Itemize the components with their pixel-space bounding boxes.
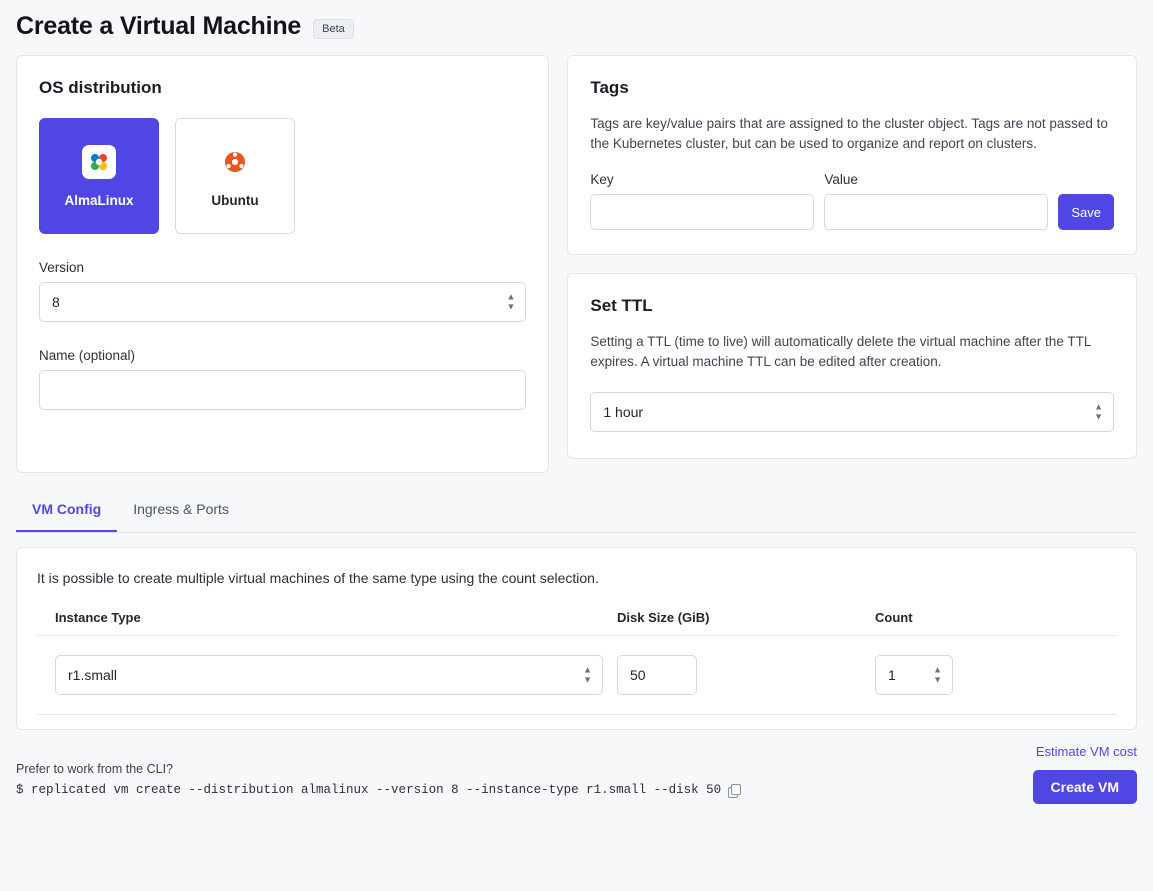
tags-description: Tags are key/value pairs that are assigned to the cluster object. Tags are not passed to the Kubernetes cluster, but can be used to organize and report on clusters.: [590, 116, 1108, 151]
ttl-card: [567, 273, 1137, 459]
tags-keyvalue-row: [590, 172, 1114, 230]
footer: [16, 744, 1137, 816]
version-label: Version: [39, 260, 85, 275]
cli-command-box: [16, 783, 741, 797]
vm-config-note: It is possible to create multiple virtual machines of the same type using the count selection.: [37, 570, 599, 586]
os-tile-label: Ubuntu: [211, 192, 259, 208]
ubuntu-icon: [218, 145, 252, 179]
tags-value-input[interactable]: [824, 194, 1048, 230]
page-title: Create a Virtual Machine: [16, 12, 302, 40]
create-vm-button[interactable]: Create VM: [1033, 770, 1137, 804]
column-header-disk-size: Disk Size (GiB): [617, 610, 710, 625]
vm-config-card: [16, 547, 1137, 730]
version-field: [39, 260, 526, 322]
tab-vm-config[interactable]: VM Config: [16, 489, 117, 532]
name-label: Name (optional): [39, 348, 136, 363]
tab-ingress-ports[interactable]: Ingress & Ports: [133, 501, 229, 517]
os-distribution-column: [16, 55, 549, 473]
instance-type-select[interactable]: r1.small: [55, 655, 603, 695]
instance-type-select-wrap: [55, 655, 603, 695]
chevron-updown-icon: ▲ ▼: [933, 664, 942, 685]
count-stepper[interactable]: 1: [875, 655, 953, 695]
tags-value-label: Value: [824, 172, 858, 187]
tags-save-button[interactable]: Save: [1058, 194, 1114, 230]
ttl-select-wrap: [590, 392, 1114, 432]
version-select-wrap: [39, 282, 526, 322]
tab-bar: [16, 489, 1137, 533]
chevron-updown-icon: ▲ ▼: [506, 291, 516, 312]
os-tile-ubuntu[interactable]: [175, 118, 295, 234]
right-column: [567, 55, 1137, 459]
count-cell: [875, 655, 1116, 695]
column-header-count: Count: [875, 610, 913, 625]
ttl-title: Set TTL: [590, 296, 653, 315]
os-distribution-card: [16, 55, 549, 473]
tags-value-field: [824, 172, 1048, 230]
tags-key-field: [590, 172, 814, 230]
os-distribution-title: OS distribution: [39, 78, 162, 97]
name-field: [39, 348, 526, 410]
column-header-instance-type: Instance Type: [55, 610, 141, 625]
chevron-updown-icon: ▲ ▼: [1094, 401, 1103, 422]
vm-config-table: [37, 610, 1116, 715]
tags-key-input[interactable]: [590, 194, 814, 230]
disk-size-cell: [617, 655, 875, 695]
os-tile-group: [39, 118, 526, 234]
disk-size-input[interactable]: [617, 655, 697, 695]
vm-config-table-header: [37, 610, 1116, 636]
tags-key-label: Key: [590, 172, 614, 187]
copy-icon[interactable]: [728, 784, 741, 797]
chevron-updown-icon: ▲ ▼: [583, 664, 592, 685]
almalinux-icon: [82, 145, 116, 179]
instance-type-cell: [37, 655, 617, 695]
tags-card: [567, 55, 1137, 255]
count-stepper-wrap: [875, 655, 953, 695]
estimate-vm-cost-link[interactable]: Estimate VM cost: [1035, 744, 1137, 759]
tags-title: Tags: [590, 78, 629, 97]
version-select[interactable]: 8: [39, 282, 526, 322]
table-row: [37, 636, 1116, 715]
ttl-select[interactable]: 1 hour: [590, 392, 1114, 432]
cli-label: Prefer to work from the CLI?: [16, 762, 174, 776]
ttl-description: Setting a TTL (time to live) will automatically delete the virtual machine after the TTL expires. A virtual machine TTL can be edited after creation.: [590, 334, 1091, 369]
cli-command-text: $ replicated vm create --distribution almalinux --version 8 --instance-type r1.small --disk 50: [16, 783, 722, 797]
status-badge: Beta: [313, 19, 354, 39]
name-input[interactable]: [39, 370, 526, 410]
os-tile-label: AlmaLinux: [64, 192, 134, 208]
page-header: [16, 0, 1137, 55]
os-tile-almalinux[interactable]: [39, 118, 159, 234]
top-section: [16, 55, 1137, 473]
